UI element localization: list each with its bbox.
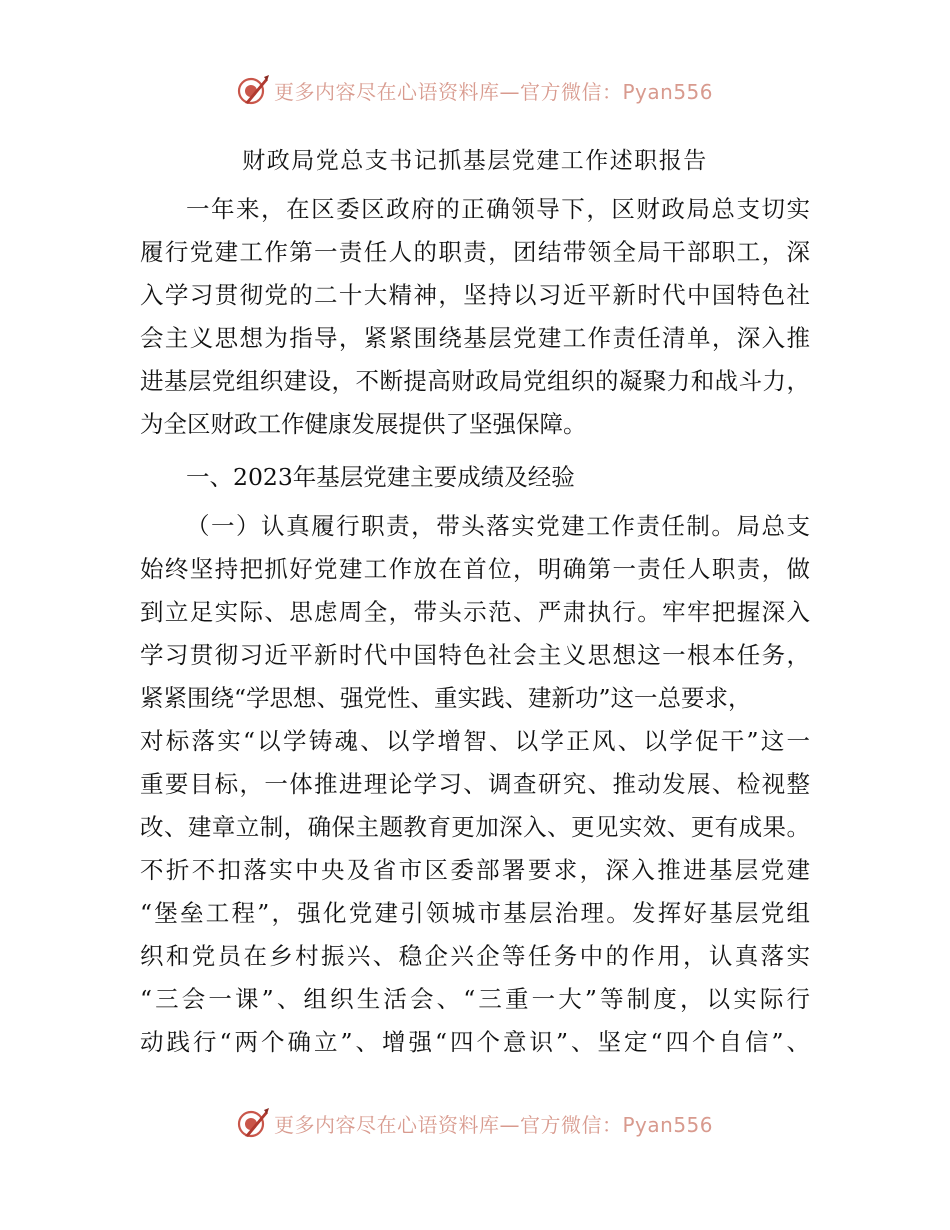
paragraph-line: 紧紧围绕“学思想、强党性、重实践、建新功”这一总要求，	[140, 684, 752, 712]
paragraph-line: “堡垒工程”，强化党建引领城市基层治理。发挥好基层党组	[140, 899, 810, 927]
document-title: 财政局党总支书记抓基层党建工作述职报告	[242, 148, 708, 174]
paragraph-line: 重要目标，一体推进理论学习、调查研究、推动发展、检视整	[140, 770, 810, 798]
paragraph-line: 对标落实“以学铸魂、以学增智、以学正风、以学促干”这一	[140, 727, 810, 755]
section-heading: 一、2023年基层党建主要成绩及经验	[186, 463, 575, 491]
watermark-text: 更多内容尽在心语资料库—官方微信：Pyan556	[274, 79, 714, 104]
paragraph-line: 一年来，在区委区政府的正确领导下，区财政局总支切实	[186, 195, 810, 223]
paragraph-line: “三会一课”、组织生活会、“三重一大”等制度，以实际行	[140, 985, 810, 1013]
pen-seal-logo-icon	[236, 73, 270, 107]
paragraph-line: 改、建章立制，确保主题教育更加深入、更见实效、更有成果。	[140, 813, 810, 841]
paragraph-line: 始终坚持把抓好党建工作放在首位，明确第一责任人职责，做	[140, 555, 810, 583]
paragraph-line: 入学习贯彻党的二十大精神，坚持以习近平新时代中国特色社	[140, 281, 810, 309]
paragraph-line: 会主义思想为指导，紧紧围绕基层党建工作责任清单，深入推	[140, 324, 810, 352]
paragraph-line: 不折不扣落实中央及省市区委部署要求，深入推进基层党建	[140, 856, 810, 884]
paragraph-line: 织和党员在乡村振兴、稳企兴企等任务中的作用，认真落实	[140, 942, 810, 970]
pen-seal-logo-icon	[236, 1106, 270, 1140]
paragraph-line: 到立足实际、思虑周全，带头示范、严肃执行。牢牢把握深入	[140, 598, 810, 626]
watermark-text: 更多内容尽在心语资料库—官方微信：Pyan556	[274, 1112, 714, 1137]
footer-watermark	[0, 1103, 950, 1143]
header-watermark	[0, 70, 950, 110]
paragraph-line: 动践行“两个确立”、增强“四个意识”、坚定“四个自信”、	[140, 1028, 810, 1056]
paragraph-line: 学习贯彻习近平新时代中国特色社会主义思想这一根本任务，	[140, 641, 810, 669]
paragraph-line: 履行党建工作第一责任人的职责，团结带领全局干部职工，深	[140, 238, 810, 266]
paragraph-line: 进基层党组织建设，不断提高财政局党组织的凝聚力和战斗力，	[140, 367, 810, 395]
paragraph-line: （一）认真履行职责，带头落实党建工作责任制。局总支	[186, 512, 810, 540]
paragraph-line: 为全区财政工作健康发展提供了坚强保障。	[140, 410, 587, 438]
